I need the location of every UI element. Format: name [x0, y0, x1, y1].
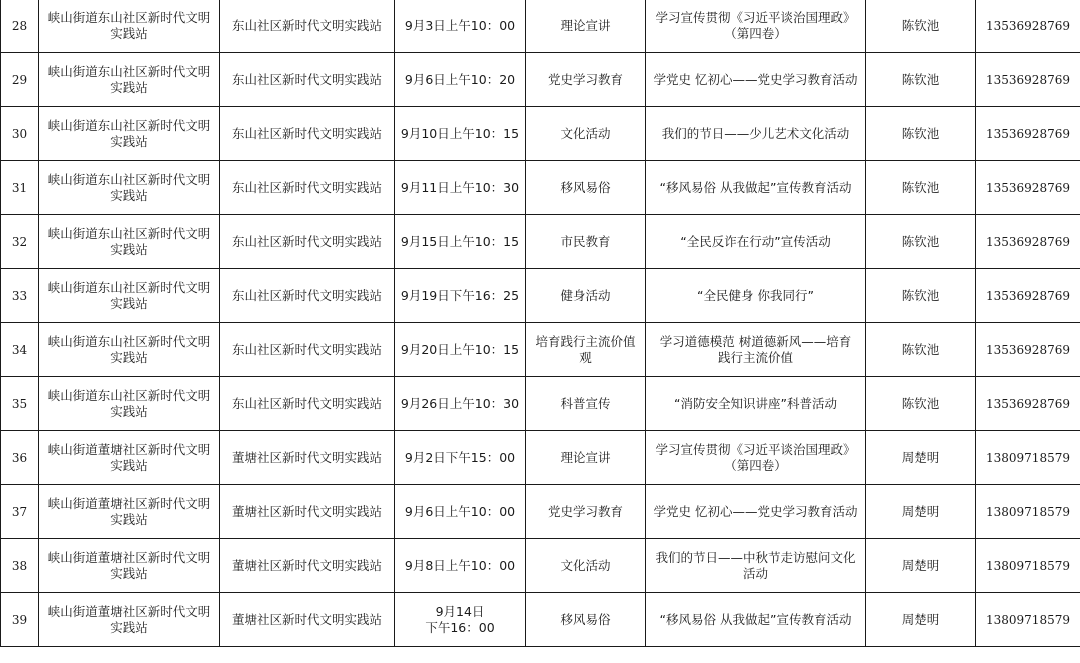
activity-cell-line: 践行主流价值 [717, 349, 793, 365]
site-cell: 董塘社区新时代文明实践站 [220, 593, 395, 647]
activity-cell-line: 我们的节日——中秋节走访慰问文化 [655, 549, 856, 565]
contact-cell: 周楚明 [866, 539, 976, 593]
activity-cell-line: （第四卷） [724, 25, 787, 41]
activity-cell-line: 学党史 忆初心——党史学习教育活动 [653, 71, 858, 87]
activity-cell [646, 161, 866, 215]
organization-cell: 峡山街道东山社区新时代文明实践站 [39, 215, 220, 269]
category-cell-line: 理论宣讲 [560, 17, 611, 33]
row-number: 37 [1, 485, 39, 539]
time-cell-line: 9月11日上午10：30 [400, 179, 520, 195]
category-cell [526, 215, 646, 269]
row-number: 33 [1, 269, 39, 323]
category-cell [526, 323, 646, 377]
time-cell [395, 485, 526, 539]
site-cell: 东山社区新时代文明实践站 [220, 323, 395, 377]
contact-cell: 陈钦池 [866, 215, 976, 269]
row-number: 31 [1, 161, 39, 215]
category-cell-line: 观 [579, 349, 592, 365]
category-cell [526, 269, 646, 323]
row-number: 35 [1, 377, 39, 431]
table-row [1, 431, 1080, 485]
organization-cell: 峡山街道董塘社区新时代文明实践站 [39, 431, 220, 485]
time-cell [395, 215, 526, 269]
time-cell [395, 539, 526, 593]
category-cell-line: 科普宣传 [560, 395, 611, 411]
category-cell-line: 移风易俗 [560, 611, 611, 627]
activity-cell-line: 学习道德模范 树道德新风——培育 [659, 333, 852, 349]
table-row [1, 593, 1080, 647]
phone-cell: 13536928769 [976, 377, 1080, 431]
phone-cell: 13809718579 [976, 485, 1080, 539]
time-cell-line: 9月19日下午16：25 [400, 287, 520, 303]
row-number: 32 [1, 215, 39, 269]
activity-cell-line: （第四卷） [724, 457, 787, 473]
organization-cell: 峡山街道东山社区新时代文明实践站 [39, 323, 220, 377]
table-row [1, 0, 1080, 53]
site-cell: 东山社区新时代文明实践站 [220, 377, 395, 431]
table-row [1, 215, 1080, 269]
activity-cell [646, 485, 866, 539]
category-cell [526, 161, 646, 215]
time-cell-line: 9月8日上午10：00 [404, 557, 516, 573]
activity-cell-line: 我们的节日——少儿艺术文化活动 [661, 125, 850, 141]
phone-cell: 13809718579 [976, 593, 1080, 647]
activity-cell [646, 593, 866, 647]
time-cell [395, 161, 526, 215]
phone-cell: 13536928769 [976, 107, 1080, 161]
activity-cell [646, 539, 866, 593]
organization-cell: 峡山街道董塘社区新时代文明实践站 [39, 593, 220, 647]
row-number: 36 [1, 431, 39, 485]
site-cell: 东山社区新时代文明实践站 [220, 0, 395, 53]
time-cell-line: 9月26日上午10：30 [400, 395, 520, 411]
row-number: 39 [1, 593, 39, 647]
contact-cell: 陈钦池 [866, 161, 976, 215]
site-cell: 东山社区新时代文明实践站 [220, 215, 395, 269]
table-row [1, 323, 1080, 377]
table-row [1, 269, 1080, 323]
row-number: 38 [1, 539, 39, 593]
category-cell-line: 移风易俗 [560, 179, 611, 195]
phone-cell: 13536928769 [976, 0, 1080, 53]
time-cell-line: 9月20日上午10：15 [400, 341, 520, 357]
activity-cell [646, 269, 866, 323]
time-cell-line: 9月10日上午10：15 [400, 125, 520, 141]
table-row [1, 377, 1080, 431]
activity-cell [646, 377, 866, 431]
category-cell-line: 党史学习教育 [547, 503, 623, 519]
time-cell [395, 269, 526, 323]
phone-cell: 13536928769 [976, 161, 1080, 215]
time-cell [395, 377, 526, 431]
activity-cell-line: “全民反诈在行动”宣传活动 [680, 233, 831, 249]
time-cell [395, 431, 526, 485]
activity-cell-line: “消防安全知识讲座”科普活动 [674, 395, 837, 411]
site-cell: 董塘社区新时代文明实践站 [220, 485, 395, 539]
category-cell-line: 文化活动 [560, 125, 611, 141]
category-cell [526, 53, 646, 107]
contact-cell: 陈钦池 [866, 323, 976, 377]
time-cell-line: 9月6日上午10：00 [404, 503, 516, 519]
activity-cell [646, 53, 866, 107]
site-cell: 东山社区新时代文明实践站 [220, 53, 395, 107]
phone-cell: 13536928769 [976, 323, 1080, 377]
time-cell [395, 0, 526, 53]
time-cell-line: 9月2日下午15：00 [404, 449, 516, 465]
activity-cell-line: 活动 [742, 565, 768, 581]
time-cell [395, 107, 526, 161]
category-cell [526, 107, 646, 161]
category-cell [526, 593, 646, 647]
activity-cell-line: “移风易俗 从我做起”宣传教育活动 [659, 611, 852, 627]
phone-cell: 13536928769 [976, 269, 1080, 323]
site-cell: 东山社区新时代文明实践站 [220, 269, 395, 323]
category-cell [526, 431, 646, 485]
activity-cell-line: “全民健身 你我同行” [697, 287, 814, 303]
table-row [1, 161, 1080, 215]
category-cell-line: 党史学习教育 [547, 71, 623, 87]
row-number: 29 [1, 53, 39, 107]
time-cell-line: 下午16：00 [425, 619, 495, 635]
activity-cell [646, 107, 866, 161]
organization-cell: 峡山街道东山社区新时代文明实践站 [39, 377, 220, 431]
contact-cell: 周楚明 [866, 431, 976, 485]
category-cell-line: 健身活动 [560, 287, 611, 303]
organization-cell: 峡山街道东山社区新时代文明实践站 [39, 53, 220, 107]
category-cell-line: 培育践行主流价值 [535, 333, 636, 349]
site-cell: 东山社区新时代文明实践站 [220, 107, 395, 161]
organization-cell: 峡山街道东山社区新时代文明实践站 [39, 269, 220, 323]
activity-cell [646, 323, 866, 377]
category-cell [526, 485, 646, 539]
table-row [1, 107, 1080, 161]
site-cell: 东山社区新时代文明实践站 [220, 161, 395, 215]
activity-cell [646, 0, 866, 53]
phone-cell: 13809718579 [976, 539, 1080, 593]
row-number: 28 [1, 0, 39, 53]
activity-cell-line: 学习宣传贯彻《习近平谈治国理政》 [655, 9, 856, 25]
row-number: 34 [1, 323, 39, 377]
contact-cell: 陈钦池 [866, 53, 976, 107]
category-cell [526, 0, 646, 53]
organization-cell: 峡山街道东山社区新时代文明实践站 [39, 161, 220, 215]
contact-cell: 周楚明 [866, 485, 976, 539]
table-row [1, 539, 1080, 593]
phone-cell: 13536928769 [976, 215, 1080, 269]
phone-cell: 13536928769 [976, 53, 1080, 107]
table-row [1, 53, 1080, 107]
table-body [1, 0, 1080, 647]
organization-cell: 峡山街道董塘社区新时代文明实践站 [39, 485, 220, 539]
site-cell: 董塘社区新时代文明实践站 [220, 539, 395, 593]
time-cell-line: 9月6日上午10：20 [404, 71, 516, 87]
site-cell: 董塘社区新时代文明实践站 [220, 431, 395, 485]
category-cell-line: 文化活动 [560, 557, 611, 573]
phone-cell: 13809718579 [976, 431, 1080, 485]
contact-cell: 陈钦池 [866, 0, 976, 53]
contact-cell: 陈钦池 [866, 107, 976, 161]
activity-cell-line: 学党史 忆初心——党史学习教育活动 [653, 503, 858, 519]
time-cell [395, 593, 526, 647]
organization-cell: 峡山街道东山社区新时代文明实践站 [39, 107, 220, 161]
time-cell-line: 9月15日上午10：15 [400, 233, 520, 249]
category-cell [526, 377, 646, 431]
activity-cell-line: 学习宣传贯彻《习近平谈治国理政》 [655, 441, 856, 457]
table-row [1, 485, 1080, 539]
category-cell-line: 市民教育 [560, 233, 611, 249]
time-cell-line: 9月3日上午10：00 [404, 17, 516, 33]
category-cell [526, 539, 646, 593]
organization-cell: 峡山街道东山社区新时代文明实践站 [39, 0, 220, 53]
row-number: 30 [1, 107, 39, 161]
contact-cell: 周楚明 [866, 593, 976, 647]
time-cell-line: 9月14日 [435, 603, 485, 619]
contact-cell: 陈钦池 [866, 377, 976, 431]
activity-cell [646, 431, 866, 485]
category-cell-line: 理论宣讲 [560, 449, 611, 465]
activity-cell-line: “移风易俗 从我做起”宣传教育活动 [659, 179, 852, 195]
contact-cell: 陈钦池 [866, 269, 976, 323]
time-cell [395, 323, 526, 377]
time-cell [395, 53, 526, 107]
organization-cell: 峡山街道董塘社区新时代文明实践站 [39, 539, 220, 593]
activity-cell [646, 215, 866, 269]
